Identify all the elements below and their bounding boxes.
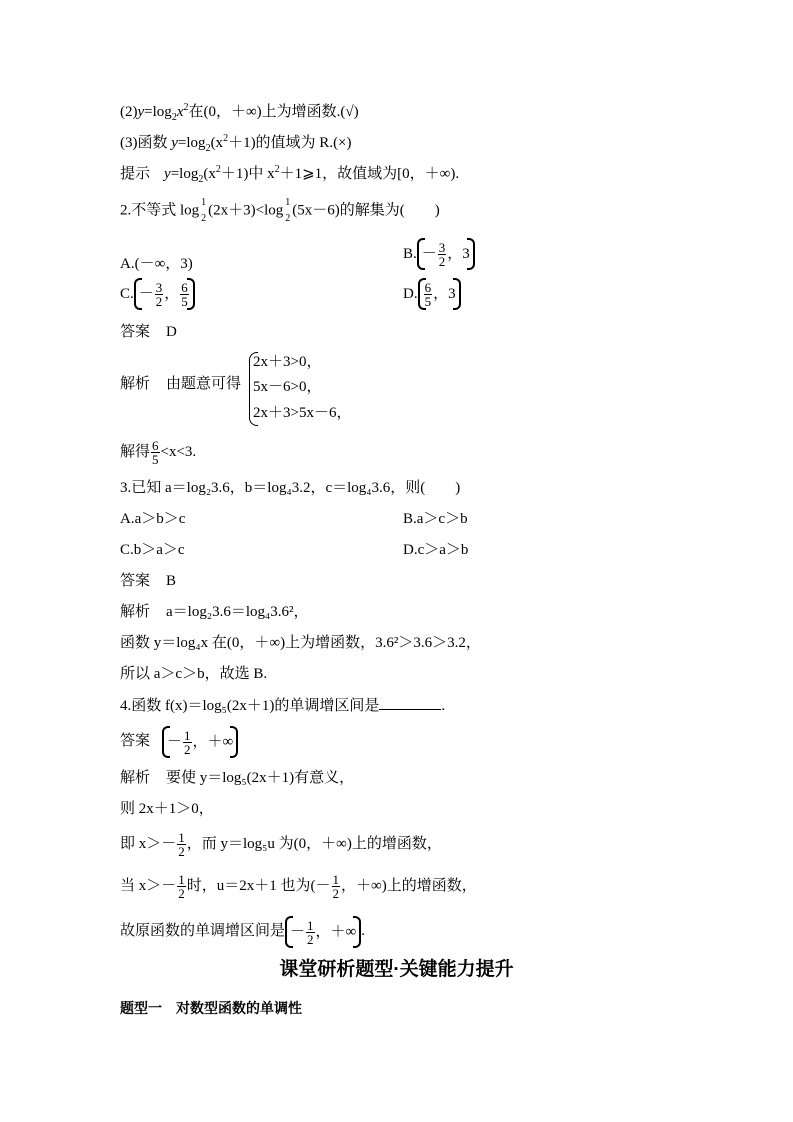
p4-analysis-1: 解析 要使 y＝log₅(2x＋1)有意义， [120, 770, 355, 786]
p3-option-a: A.a＞b＞c [120, 511, 186, 527]
problem-4-stem: 4.函数 f(x)＝log₅(2x＋1)的单调增区间是 . [120, 695, 445, 716]
p3-analysis-2: 函数 y＝log₄x 在(0，＋∞)上为增函数，3.6²＞3.6＞3.2， [120, 635, 481, 651]
problem-2-stem: 2.不等式 log 1 2 (2x＋3)<log 1 2 (5x－6)的解集为( ) [120, 197, 440, 224]
system-eq-3: 2x＋3>5x－6， [253, 405, 352, 421]
problem-3-stem: 3.已知 a＝log₂3.6，b＝log₄3.2，c＝log₄3.6，则( ) [120, 480, 461, 496]
p2-option-a: A.(－∞，3) [120, 256, 193, 272]
p4-answer: 答案 － $\frac{1}{2}$ ，＋∞ [120, 722, 238, 760]
statement-2: $(2)y=\log_2x^2$在(0，＋∞)上为增函数.(√) [120, 102, 359, 123]
p3-answer: 答案 B [120, 573, 177, 589]
p2-option-b: B. － $\frac{3}{2}$ ，3 [403, 236, 475, 272]
p2-option-d: D. $\frac{6}{5}$ ，3 [403, 276, 461, 312]
p3-option-d: D.c＞a＞b [403, 542, 469, 558]
statement-3: (3)函数 $y=\log_2(x^2+1)$的值域为 R.(×) [120, 133, 352, 154]
type-heading: 题型一 对数型函数的单调性 [120, 1000, 302, 1016]
p3-analysis-3: 所以 a＞c＞b，故选 B. [120, 666, 268, 682]
p3-option-c: C.b＞a＞c [120, 542, 185, 558]
system-eq-1: 2x＋3>0， [253, 354, 322, 370]
system-eq-2: 5x－6>0， [253, 379, 322, 395]
section-title: 课堂研析题型·关键能力提升 [279, 959, 514, 980]
p3-analysis-1: 解析 a＝log₂3.6＝log₄3.6²， [120, 604, 309, 620]
answer-blank [379, 695, 441, 710]
hint-line: 提示 $y=\log_2(x^2+1)$中 $x^2+1⩾1$，故值域为[0，＋∞). [120, 164, 460, 185]
p4-analysis-4: 当 x＞－ $\frac{1}{2}$ 时，u＝2x＋1 也为(－ $\frac{1}{2}$ ，＋∞)上的增函数， [120, 872, 477, 902]
p2-answer: 答案 D [120, 324, 177, 340]
p2-solution: 解得 $\frac{6}{5}$ <x<3. [120, 438, 197, 468]
p2-option-c: C. － $\frac{3}{2}$ ， $\frac{6}{5}$ [120, 276, 195, 312]
p4-analysis-2: 则 2x＋1＞0， [120, 801, 214, 817]
p3-option-b: B.a＞c＞b [403, 511, 468, 527]
p4-analysis-5: 故原函数的单调增区间是 － $\frac{1}{2}$ ，＋∞ . [120, 912, 365, 950]
p2-analysis-label: 解析 由题意可得 [120, 376, 242, 392]
p4-analysis-3: 即 x＞－ $\frac{1}{2}$ ，而 y＝log₅u 为(0，＋∞)上的增函数， [120, 830, 442, 860]
